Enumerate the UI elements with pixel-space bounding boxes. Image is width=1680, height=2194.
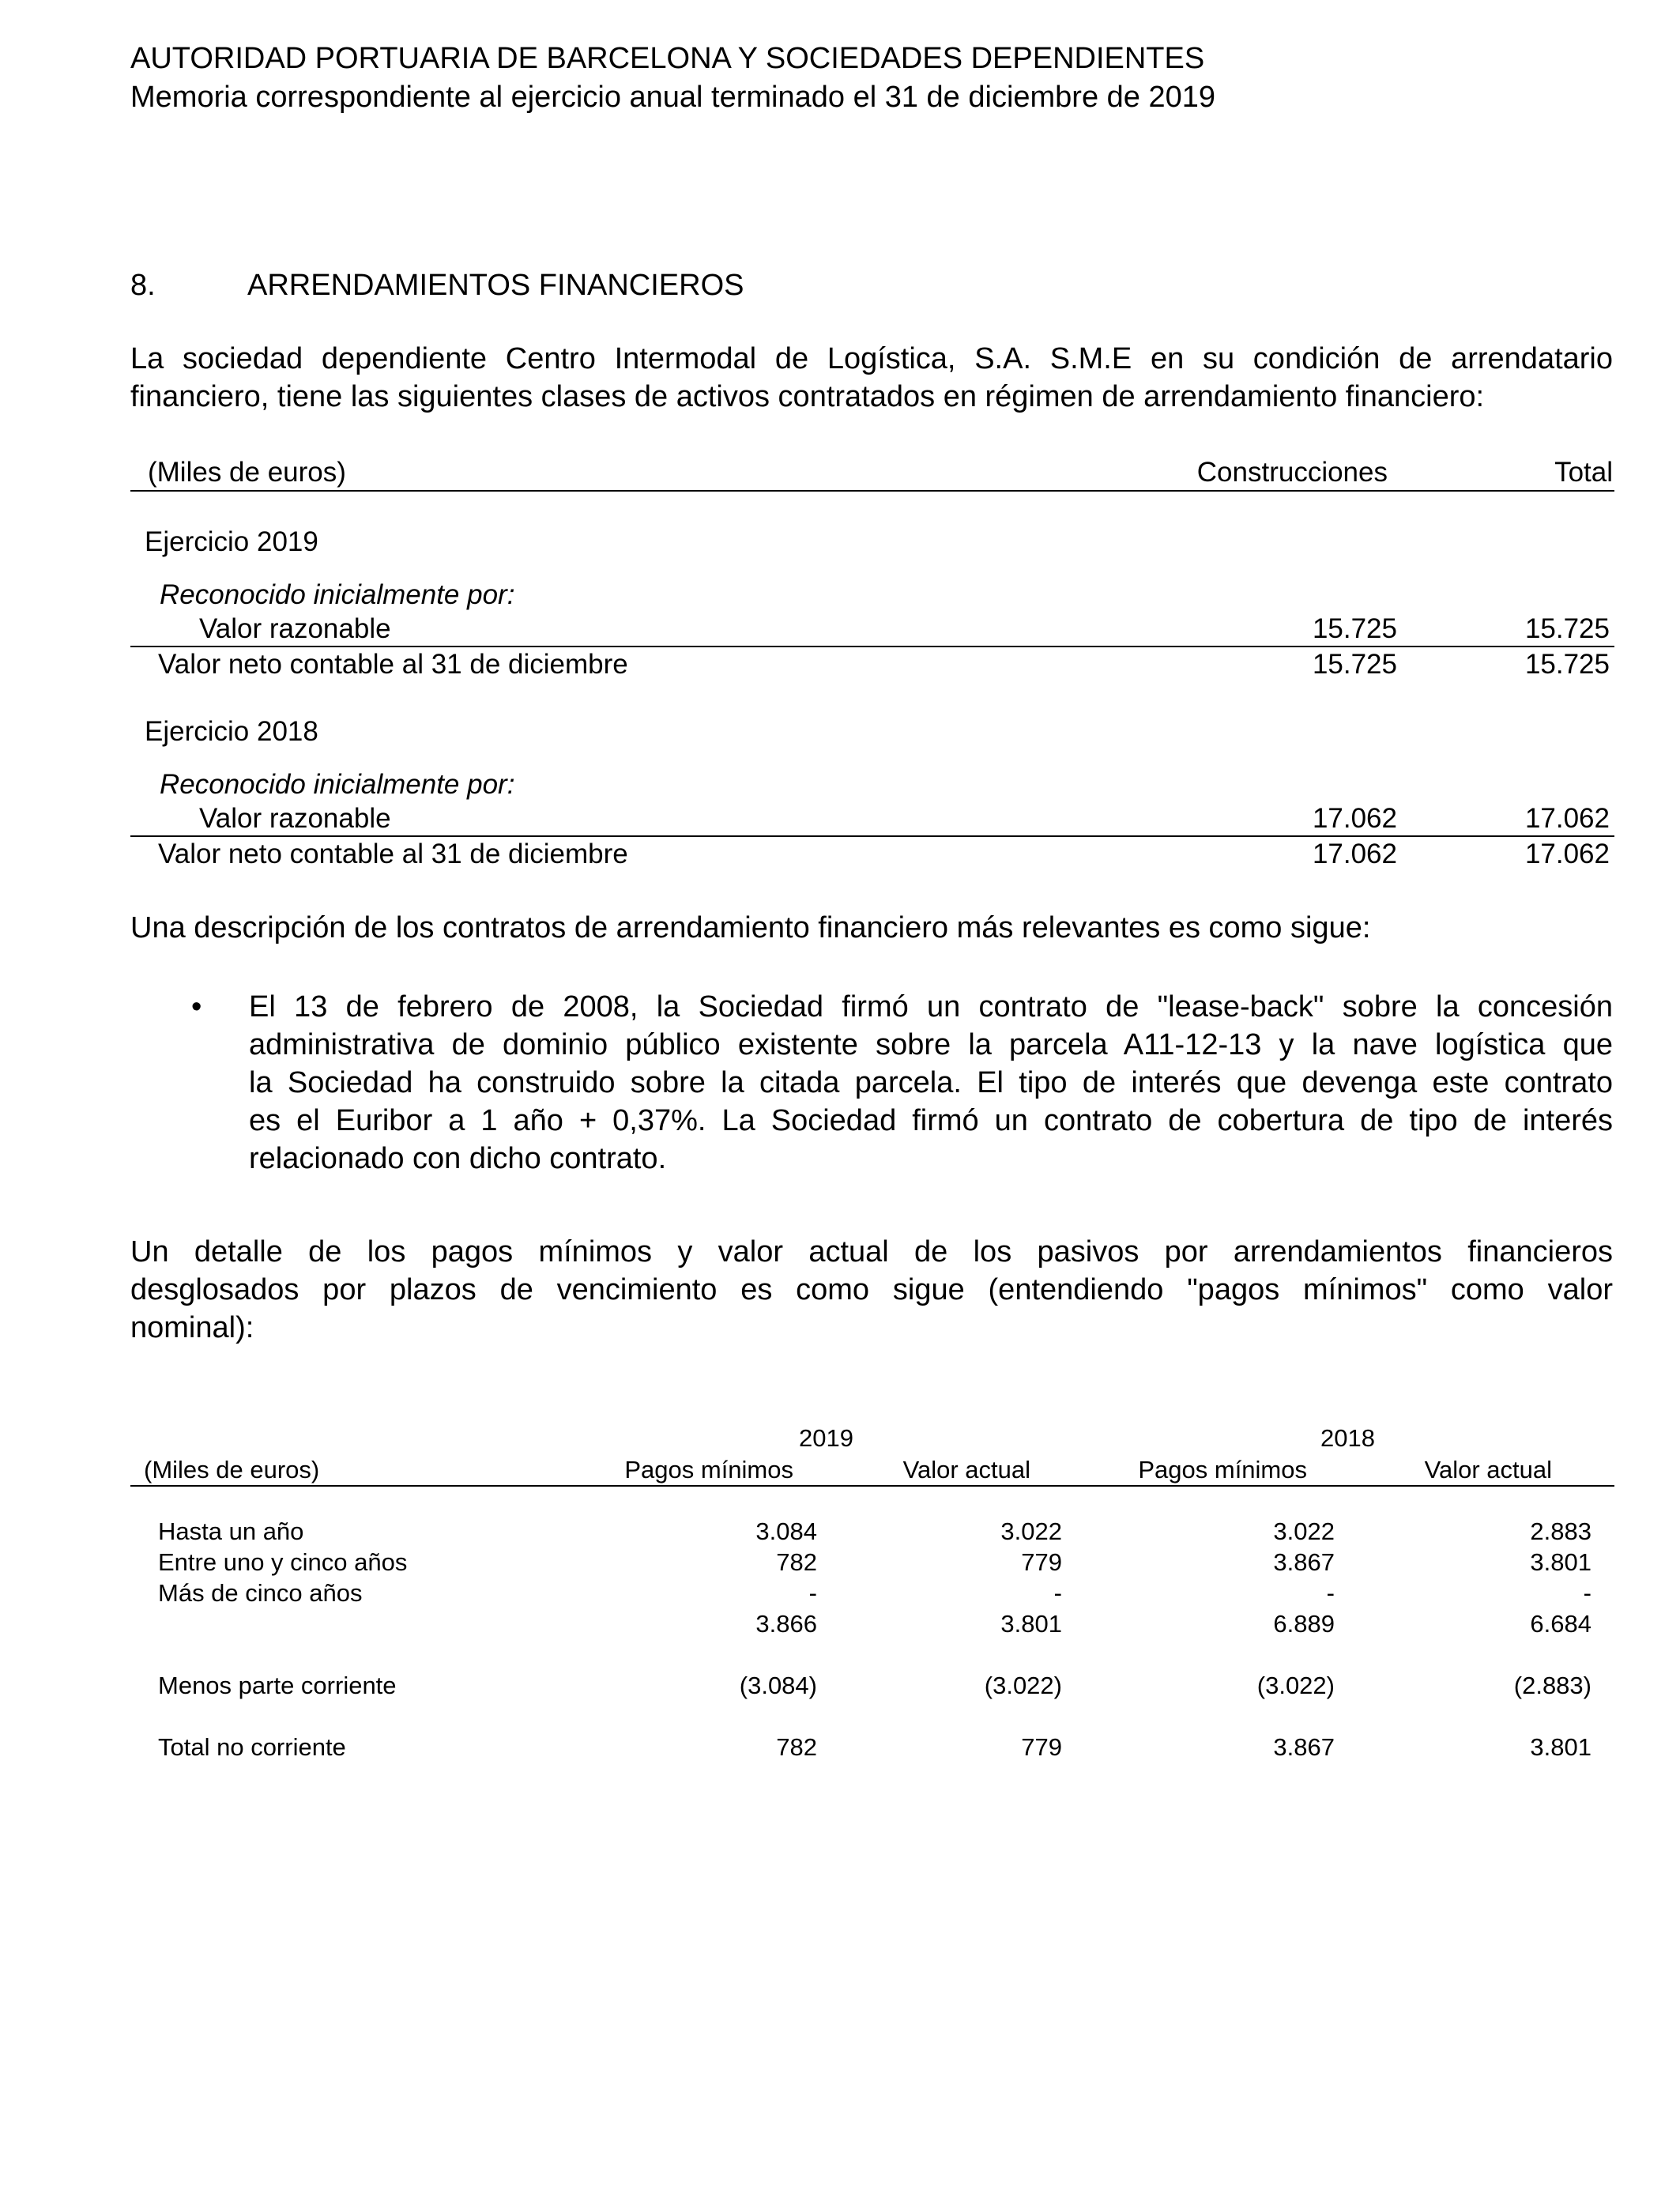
detail-intro-line-1: Un detalle de los pagos mínimos y valor actual de los pasivos por arrendamientos financieros (130, 1235, 1613, 1269)
table2-cell: - (1326, 1579, 1335, 1607)
table2-row-label: Hasta un año (158, 1517, 304, 1545)
table2-cell: 782 (776, 1548, 817, 1576)
table2-units-header: (Miles de euros) (144, 1456, 320, 1483)
table2-cell: - (1053, 1579, 1062, 1607)
description-intro: Una descripción de los contratos de arrendamiento financiero más relevantes es como sigue: (130, 911, 1371, 944)
table1-year-2018: Ejercicio 2018 (145, 716, 318, 747)
table1-net-value-total-2018: 17.062 (1524, 839, 1610, 869)
table2-cell: 3.022 (1000, 1517, 1062, 1545)
table2-subtotal-cell: 6.684 (1530, 1610, 1591, 1638)
table2-cell: 3.867 (1273, 1733, 1335, 1761)
report-title: AUTORIDAD PORTUARIA DE BARCELONA Y SOCIEDADES DEPENDIENTES (130, 42, 1205, 75)
intro-paragraph (130, 340, 1613, 416)
table2-header-valor-2019: Valor actual (902, 1456, 1030, 1483)
table2-cell: 3.867 (1273, 1548, 1335, 1576)
table2-cell: 779 (1021, 1733, 1062, 1761)
table2-row-label: Más de cinco años (158, 1579, 363, 1607)
detail-intro-paragraph (130, 1233, 1613, 1347)
bullet-line-4: es el Euribor a 1 año + 0,37%. La Sociedad firmó un contrato de cobertura de tipo de interés (249, 1104, 1613, 1137)
table1-recognized-2018: Reconocido inicialmente por: (160, 769, 515, 800)
table1-net-value-label-2019: Valor neto contable al 31 de diciembre (158, 649, 628, 680)
table2-cell: - (808, 1579, 817, 1607)
table1-net-value-construcciones-2019: 15.725 (1312, 649, 1397, 680)
table2-row-label: Entre uno y cinco años (158, 1548, 408, 1576)
detail-intro-line-2: desglosados por plazos de vencimiento es como sigue (entendiendo "pagos mínimos" como valor (130, 1273, 1613, 1306)
table2-cell: 3.801 (1530, 1548, 1591, 1576)
table2-row-label: Total no corriente (158, 1733, 346, 1761)
table2-cell: (3.022) (1256, 1672, 1335, 1699)
table2-cell: 3.022 (1273, 1517, 1335, 1545)
table1-fair-value-construcciones-2019: 15.725 (1312, 613, 1397, 644)
table1-col-total: Total (1554, 457, 1613, 488)
table1-fair-value-total-2019: 15.725 (1524, 613, 1610, 644)
intro-line-1: La sociedad dependiente Centro Intermodal de Logística, S.A. S.M.E en su condición de arrendatario (130, 342, 1613, 375)
table2-year-2019: 2019 (799, 1424, 853, 1452)
table2-subtotal-cell: 3.866 (755, 1610, 817, 1638)
table2-header-valor-2018: Valor actual (1424, 1456, 1552, 1483)
table1-recognized-2019: Reconocido inicialmente por: (160, 579, 515, 610)
table1-header-rule (130, 490, 1614, 492)
table2-cell: 782 (776, 1733, 817, 1761)
table2-cell: (3.084) (739, 1672, 817, 1699)
section-title: ARRENDAMIENTOS FINANCIEROS (247, 269, 744, 302)
bullet-paragraph (249, 988, 1613, 1178)
table1-col-construcciones: Construcciones (1196, 457, 1388, 488)
table1-fair-value-total-2018: 17.062 (1524, 803, 1610, 834)
bullet-line-5: relacionado con dicho contrato. (249, 1142, 667, 1175)
bullet-symbol: • (191, 990, 202, 1023)
table1-net-value-construcciones-2018: 17.062 (1312, 839, 1397, 869)
table2-cell: 779 (1021, 1548, 1062, 1576)
table2-year-2018: 2018 (1320, 1424, 1375, 1452)
intro-line-2: financiero, tiene las siguientes clases de activos contratados en régimen de arrendamiento financiero: (130, 380, 1485, 413)
table1-fair-value-construcciones-2018: 17.062 (1312, 803, 1397, 834)
table1-year-2019: Ejercicio 2019 (145, 526, 318, 557)
table2-header-pagos-2019: Pagos mínimos (624, 1456, 793, 1483)
table1-net-value-total-2019: 15.725 (1524, 649, 1610, 680)
table2-header-pagos-2018: Pagos mínimos (1138, 1456, 1307, 1483)
table1-fair-value-label-2018: Valor razonable (199, 803, 391, 834)
table2-header-rule (130, 1485, 1614, 1487)
table2-cell: 3.084 (755, 1517, 817, 1545)
section-number: 8. (130, 269, 156, 302)
table2-cell: 3.801 (1530, 1733, 1591, 1761)
table1-net-value-label-2018: Valor neto contable al 31 de diciembre (158, 839, 628, 869)
bullet-line-1: El 13 de febrero de 2008, la Sociedad firmó un contrato de "lease-back" sobre la concesión (249, 990, 1613, 1023)
table2-cell: (2.883) (1513, 1672, 1591, 1699)
table2-row-label: Menos parte corriente (158, 1672, 397, 1699)
table2-cell: - (1583, 1579, 1591, 1607)
table2-subtotal-cell: 6.889 (1273, 1610, 1335, 1638)
bullet-line-2: administrativa de dominio público existente sobre la parcela A11-12-13 y la nave logística que (249, 1028, 1613, 1061)
table2-subtotal-cell: 3.801 (1000, 1610, 1062, 1638)
table1-fair-value-label-2019: Valor razonable (199, 613, 391, 644)
table2-cell: (3.022) (984, 1672, 1062, 1699)
detail-intro-line-3: nominal): (130, 1311, 254, 1344)
bullet-line-3: la Sociedad ha construido sobre la citada parcela. El tipo de interés que devenga este contrato (249, 1066, 1613, 1099)
report-subtitle: Memoria correspondiente al ejercicio anual terminado el 31 de diciembre de 2019 (130, 81, 1216, 114)
table2-cell: 2.883 (1530, 1517, 1591, 1545)
table1-units-header: (Miles de euros) (148, 457, 346, 488)
